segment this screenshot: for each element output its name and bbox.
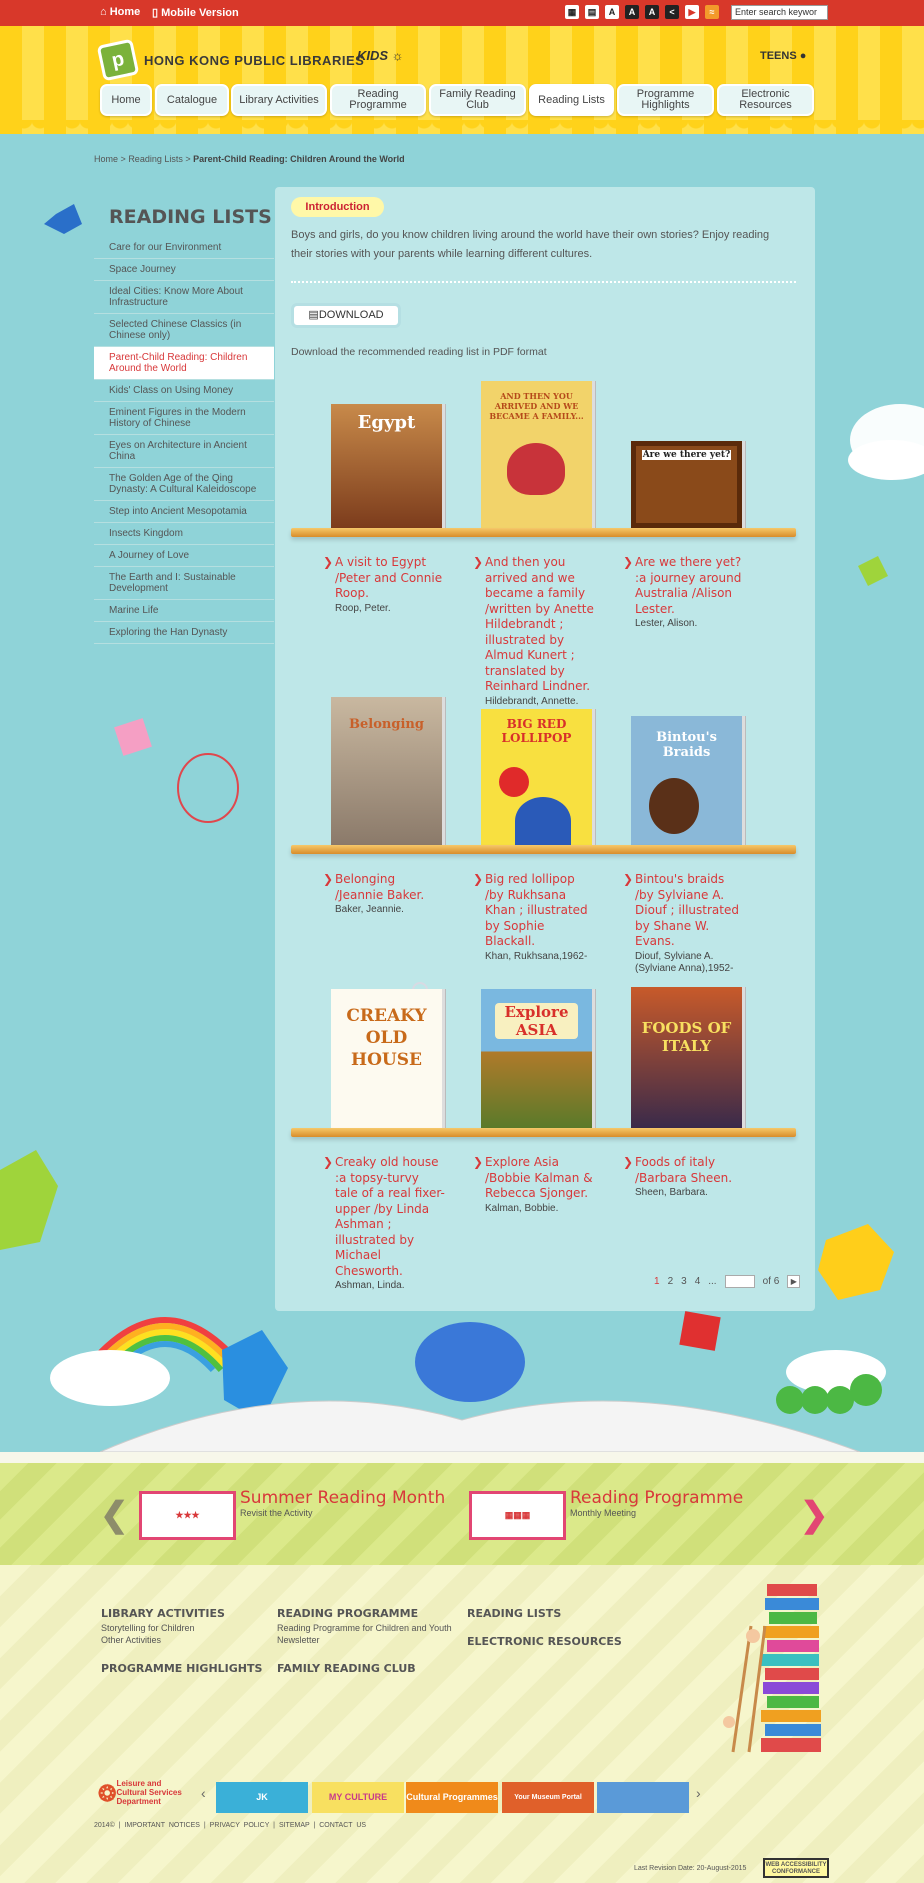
page-number-input[interactable]: [725, 1275, 755, 1288]
book-entry: [323, 555, 445, 615]
introduction-text: Boys and girls, do you know children living around the world have their own stories? Enjoy reading their stories with your parents while learning different cultures.: [291, 229, 770, 260]
open-book-decoration: [100, 1401, 860, 1452]
book-cover-foods-of-italy[interactable]: [631, 987, 742, 1128]
nav-catalogue[interactable]: Catalogue: [155, 84, 229, 116]
sidebar-item-space-journey[interactable]: Space Journey: [94, 259, 274, 281]
pagination: [654, 1275, 800, 1288]
library-logo-icon: p: [97, 39, 140, 82]
home-link-label: Home: [109, 6, 141, 18]
book-cover-title: FOODS OF ITALY: [641, 1019, 732, 1055]
yellow-cube-decoration: [818, 1224, 894, 1300]
sidebar-item-eyes-on-architecture[interactable]: Eyes on Architecture in Ancient China: [94, 435, 274, 468]
lcsd-logo-icon: ❂: [98, 1781, 117, 1806]
carousel-next-icon[interactable]: ❯: [800, 1496, 829, 1534]
book-entry: [473, 555, 595, 708]
book-author: Baker, Jeannie.: [335, 904, 404, 915]
kids-bookstack-illustration: [715, 1576, 835, 1758]
lcsd-label: Leisure and Cultural Services Department: [116, 1779, 182, 1806]
sidebar-item-eminent-figures[interactable]: Eminent Figures in the Modern History of Chinese: [94, 402, 274, 435]
home-link[interactable]: ⌂ Home: [100, 6, 141, 18]
book-entry: [623, 555, 745, 630]
nav-electronic-resources[interactable]: Electronic Resources: [717, 84, 814, 116]
book-cover-title: Explore ASIA: [495, 1003, 578, 1039]
search-placeholder: Enter search keywor: [735, 7, 818, 17]
breadcrumb-home[interactable]: Home: [94, 154, 119, 164]
logo-text: HONG KONG PUBLIC LIBRARIES: [144, 52, 365, 68]
footer-electronic-resources[interactable]: ELECTRONIC RESOURCES: [467, 1635, 622, 1648]
footer-family-reading-club[interactable]: FAMILY READING CLUB: [277, 1662, 416, 1675]
sidebar-item-qing-dynasty[interactable]: The Golden Age of the Qing Dynasty: A Cultural Kaleidoscope: [94, 468, 274, 501]
bookshelf: [291, 528, 796, 537]
footer-reading-programme[interactable]: READING PROGRAMME: [277, 1607, 419, 1620]
footer-banner-cultural-programmes[interactable]: Cultural Programmes: [406, 1782, 498, 1813]
blue-cube-decoration: [44, 204, 82, 234]
next-page-icon[interactable]: ▶: [787, 1275, 800, 1288]
reading-programme-banner[interactable]: ▦▦▦: [469, 1491, 566, 1540]
book-cover-creaky-old-house[interactable]: [331, 989, 442, 1128]
kids-logo[interactable]: KIDS ☼: [357, 48, 404, 63]
page-link[interactable]: 2: [667, 1276, 674, 1287]
page-total: of 6: [762, 1276, 780, 1287]
sidebar-item-ancient-mesopotamia[interactable]: Step into Ancient Mesopotamia: [94, 501, 274, 523]
summer-reading-month-banner[interactable]: ★★★: [139, 1491, 236, 1540]
breadcrumb-reading-lists[interactable]: Reading Lists: [128, 154, 183, 164]
book-cover-egypt[interactable]: [331, 404, 442, 528]
book-author: Diouf, Sylviane A. (Sylviane Anna),1952-: [635, 950, 734, 974]
book-cover-title: Belonging: [349, 717, 424, 732]
rss-icon[interactable]: ≈: [705, 5, 719, 19]
web-accessibility-badge[interactable]: WEB ACCESSIBILITY CONFORMANCE: [763, 1858, 829, 1878]
footer-banner-jk[interactable]: JK: [216, 1782, 308, 1813]
book-author: Roop, Peter.: [335, 602, 391, 614]
sidebar-title: READING LISTS: [109, 206, 272, 228]
book-title-link[interactable]: ❯ Creaky old house :a topsy-turvy tale of a real fixer-upper /by Linda Ashman ; illustrated by Michael Chesworth.: [323, 1155, 445, 1278]
sitemap-icon[interactable]: ▦: [565, 5, 579, 19]
banner-next-icon[interactable]: ›: [696, 1785, 701, 1801]
youtube-icon[interactable]: ▶: [685, 5, 699, 19]
page-link[interactable]: 3: [681, 1276, 687, 1287]
lollipop-illustration: [499, 767, 529, 797]
mobile-version-label: Mobile Version: [161, 7, 239, 19]
nav-programme-highlights[interactable]: Programme Highlights: [617, 84, 714, 116]
book-author: Khan, Rukhsana,1962-: [485, 950, 588, 962]
book-cover-title: BIG RED LOLLIPOP: [501, 717, 572, 745]
green-hexagon-decoration: [0, 1150, 58, 1250]
girl-illustration: [515, 797, 571, 845]
apple-doodle: [178, 754, 238, 822]
caterpillar-decoration: [776, 1386, 804, 1414]
lcsd-logo[interactable]: [98, 1779, 188, 1811]
book-entry: [323, 1155, 445, 1292]
top-tools: [565, 5, 719, 19]
breadcrumb-current: Parent-Child Reading: Children Around the World: [193, 154, 405, 164]
book-cover-and-then-you-arrived[interactable]: [481, 381, 592, 528]
book-title-link[interactable]: ❯ Foods of italy /Barbara Sheen.: [623, 1155, 733, 1185]
banner-prev-icon[interactable]: ‹: [201, 1785, 206, 1801]
book-cover-title: AND THEN YOU ARRIVED AND WE BECAME A FAMILY...: [489, 391, 584, 421]
promo-subtitle: Revisit the Activity: [240, 1508, 313, 1518]
book-author: Kalman, Bobbie.: [485, 1202, 559, 1214]
chinese-icon[interactable]: ▤: [585, 5, 599, 19]
book-entry: [623, 1155, 745, 1199]
divider: [291, 281, 796, 285]
sidebar-item-journey-of-love[interactable]: A Journey of Love: [94, 545, 274, 567]
book-entry: [323, 872, 445, 916]
book-cover-explore-asia[interactable]: [481, 989, 592, 1128]
book-cover-title: Bintou's Braids: [656, 730, 717, 760]
promo-title[interactable]: Summer Reading Month: [240, 1488, 446, 1508]
mobile-version-link[interactable]: ▯ Mobile Version: [152, 7, 239, 19]
book-cover-title: Are we there yet?: [642, 450, 731, 460]
book-entry: [473, 872, 595, 963]
promo-title[interactable]: Reading Programme: [570, 1488, 744, 1508]
footer-banner-museum-portal[interactable]: Your Museum Portal: [502, 1782, 594, 1813]
sidebar-item-marine-life[interactable]: Marine Life: [94, 600, 274, 622]
footer-reading-lists[interactable]: READING LISTS: [467, 1607, 562, 1620]
book-cover-title: CREAKY OLD HOUSE: [346, 1006, 427, 1070]
book-author: Sheen, Barbara.: [635, 1187, 708, 1198]
nav-home[interactable]: Home: [100, 84, 152, 116]
sidebar-item-care-for-environment[interactable]: Care for our Environment: [94, 237, 274, 259]
sidebar-item-kids-class-money[interactable]: Kids' Class on Using Money: [94, 380, 274, 402]
nav-reading-programme[interactable]: Reading Programme: [330, 84, 426, 116]
site-logo[interactable]: [100, 42, 364, 78]
page-link[interactable]: 4: [694, 1276, 701, 1287]
book-entry: [623, 872, 745, 975]
header-scallop: [0, 120, 924, 136]
elephant-decoration: [415, 1322, 525, 1402]
book-entry: [473, 1155, 595, 1215]
footer-rp-newsletter[interactable]: Reading Programme for Children and Youth Newsletter: [277, 1623, 452, 1645]
search-input[interactable]: [731, 5, 828, 20]
sidebar-item-han-dynasty[interactable]: Exploring the Han Dynasty: [94, 622, 274, 644]
reading-lists-sidebar: [94, 204, 274, 644]
document-icon: ▤: [308, 309, 319, 321]
font-large-icon[interactable]: A: [645, 5, 659, 19]
book-cover-title: Egypt: [357, 412, 416, 433]
footer-banner-my-culture[interactable]: MY CULTURE: [312, 1782, 404, 1813]
book-author: Hildebrandt, Annette.: [485, 695, 579, 707]
book-title-link[interactable]: ❯ A visit to Egypt /Peter and Connie Roop.: [323, 555, 443, 600]
book-title-link[interactable]: ❯ Explore Asia /Bobbie Kalman & Rebecca Sjonger.: [473, 1155, 593, 1200]
nav-library-activities[interactable]: Library Activities: [231, 84, 327, 116]
teens-link[interactable]: TEENS ●: [760, 50, 807, 62]
top-bar: [0, 0, 924, 26]
green-cube-decoration: [858, 556, 888, 586]
child-illustration: [649, 778, 699, 834]
sidebar-item-ideal-cities[interactable]: Ideal Cities: Know More About Infrastructure: [94, 281, 274, 314]
sidebar-item-insects-kingdom[interactable]: Insects Kingdom: [94, 523, 274, 545]
heart-illustration: [507, 443, 565, 495]
book-cover-belonging[interactable]: [331, 697, 442, 845]
page-ellipsis: ...: [708, 1276, 717, 1287]
sidebar-item-chinese-classics[interactable]: Selected Chinese Classics (in Chinese only): [94, 314, 274, 347]
book-title-link[interactable]: ❯ Belonging /Jeannie Baker.: [323, 872, 425, 902]
last-revision-date: Last Revision Date: 20-August-2015: [634, 1865, 747, 1872]
page-link[interactable]: 1: [654, 1276, 660, 1287]
carousel-prev-icon[interactable]: ❮: [100, 1496, 129, 1534]
kids-label: KIDS: [357, 48, 389, 63]
book-title-link[interactable]: ❯ Bintou's braids /by Sylviane A. Diouf ; illustrated by Shane W. Evans.: [623, 872, 739, 948]
share-icon[interactable]: <: [665, 5, 679, 19]
download-label: DOWNLOAD: [318, 309, 384, 321]
book-cover-big-red-lollipop[interactable]: [481, 709, 592, 845]
footer-links[interactable]: 2014© | IMPORTANT NOTICES | PRIVACY POLICY | SITEMAP | CONTACT US: [94, 1822, 367, 1829]
download-note: Download the recommended reading list in PDF format: [291, 346, 547, 358]
cloud-left: [50, 1350, 170, 1406]
promo-subtitle: Monthly Meeting: [570, 1508, 637, 1518]
footer-programme-highlights[interactable]: PROGRAMME HIGHLIGHTS: [101, 1662, 263, 1675]
bookshelf: [291, 845, 796, 854]
sidebar-item-parent-child-reading[interactable]: Parent-Child Reading: Children Around the World: [94, 347, 274, 380]
book-author: Ashman, Linda.: [335, 1280, 405, 1291]
book-title-link[interactable]: ❯ And then you arrived and we became a family /written by Anette Hildebrandt ; illustrated by Almud Kunert ; translated by Reinhard Lindner.: [473, 555, 594, 693]
footer-banner-5[interactable]: [597, 1782, 689, 1813]
font-small-icon[interactable]: A: [605, 5, 619, 19]
breadcrumb-sep: >: [120, 154, 126, 164]
footer-la-storytelling[interactable]: Storytelling for Children: [101, 1623, 195, 1633]
font-medium-icon[interactable]: A: [625, 5, 639, 19]
introduction-tab: Introduction: [291, 197, 384, 217]
teens-label: TEENS: [760, 50, 797, 62]
book-title-link[interactable]: ❯ Are we there yet? :a journey around Australia /Alison Lester.: [623, 555, 742, 616]
book-author: Lester, Alison.: [635, 618, 698, 629]
book-title-link[interactable]: ❯ Big red lollipop /by Rukhsana Khan ; illustrated by Sophie Blackall.: [473, 872, 588, 948]
nav-reading-lists[interactable]: Reading Lists: [529, 84, 614, 116]
sidebar-item-earth-and-i[interactable]: The Earth and I: Sustainable Development: [94, 567, 274, 600]
download-button[interactable]: [291, 303, 401, 328]
nav-family-reading-club[interactable]: Family Reading Club: [429, 84, 526, 116]
bookshelf: [291, 1128, 796, 1137]
footer-library-activities[interactable]: LIBRARY ACTIVITIES: [101, 1607, 225, 1620]
footer-la-other[interactable]: Other Activities: [101, 1635, 162, 1645]
breadcrumb-sep: >: [185, 154, 191, 164]
book-cover-are-we-there-yet[interactable]: [631, 441, 742, 528]
book-cover-bintous-braids[interactable]: [631, 716, 742, 845]
red-cube-decoration: [679, 1311, 720, 1351]
pink-cube-decoration: [114, 718, 152, 756]
breadcrumb: [94, 154, 405, 164]
